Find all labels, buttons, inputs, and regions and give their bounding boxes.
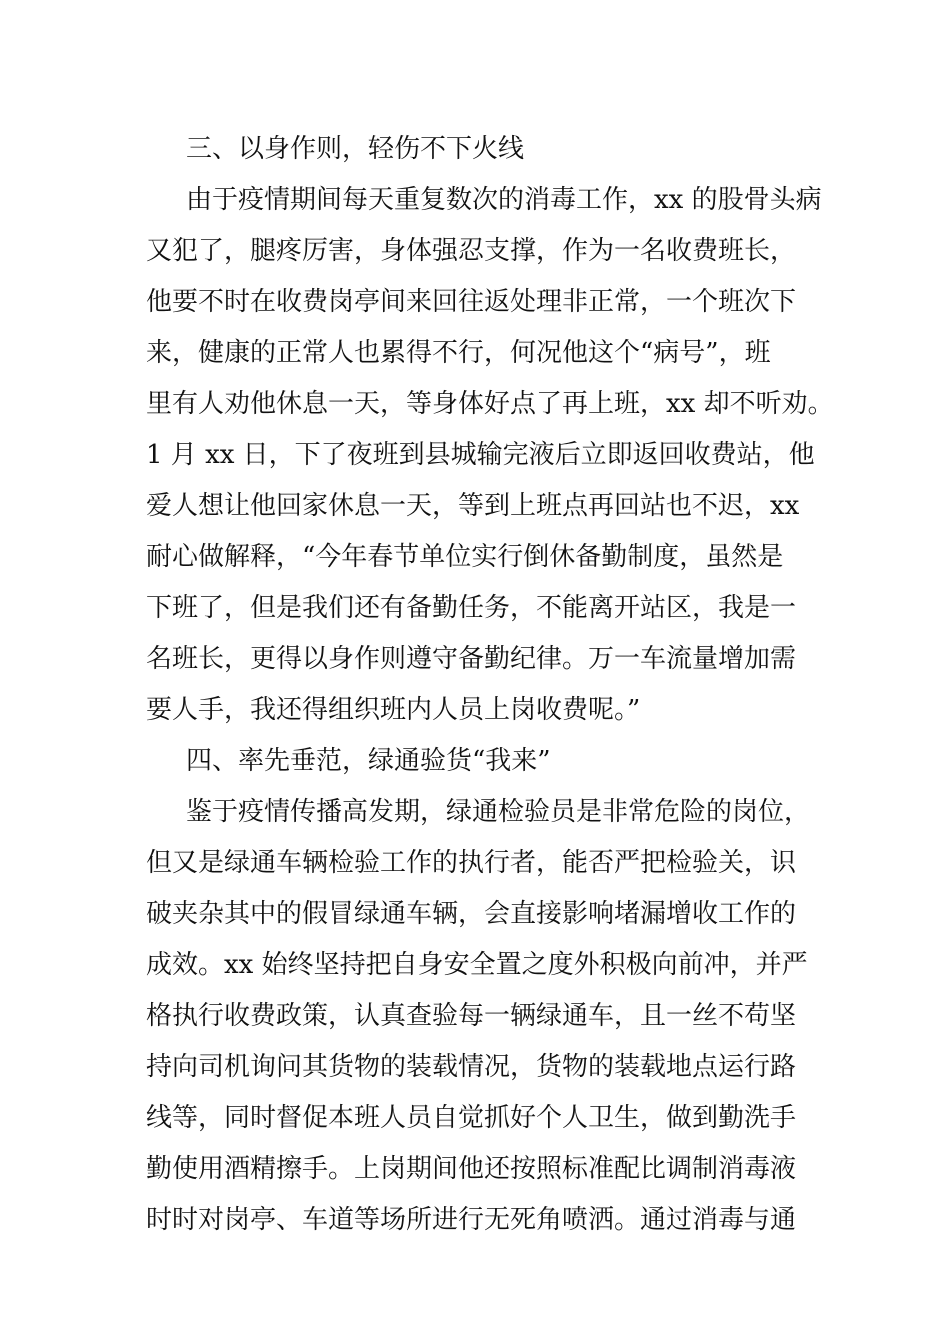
paragraph-line: 要人手，我还得组织班内人员上岗收费呢。” — [146, 695, 641, 725]
paragraph-line: 线等，同时督促本班人员自觉抓好个人卫生，做到勤洗手 — [146, 1103, 797, 1133]
paragraph-line: 鉴于疫情传播高发期，绿通检验员是非常危险的岗位， — [186, 797, 811, 827]
paragraph-line: 成效。xx 始终坚持把自身安全置之度外积极向前冲，并严 — [146, 950, 808, 980]
paragraph-line: 又犯了，腿疼厉害，身体强忍支撑，作为一名收费班长， — [146, 236, 797, 266]
paragraph-line: 里有人劝他休息一天，等身体好点了再上班，xx 却不听劝。 — [146, 389, 834, 419]
paragraph-line: 时时对岗亭、车道等场所进行无死角喷洒。通过消毒与通 — [146, 1205, 797, 1235]
paragraph-line: 名班长，更得以身作则遵守备勤纪律。万一车流量增加需 — [146, 644, 797, 674]
paragraph-line: 1 月 xx 日，下了夜班到县城输完液后立即返回收费站，他 — [146, 440, 815, 470]
paragraph-line: 由于疫情期间每天重复数次的消毒工作，xx 的股骨头病 — [186, 185, 822, 215]
paragraph-line: 来，健康的正常人也累得不行，何况他这个“病号”，班 — [146, 338, 771, 368]
paragraph-line: 耐心做解释，“今年春节单位实行倒休备勤制度，虽然是 — [146, 542, 784, 572]
paragraph-line: 他要不时在收费岗亭间来回往返处理非正常，一个班次下 — [146, 287, 797, 317]
paragraph-line: 爱人想让他回家休息一天，等到上班点再回站也不迟，xx — [146, 491, 800, 521]
paragraph-line: 但又是绿通车辆检验工作的执行者，能否严把检验关，识 — [146, 848, 797, 878]
paragraph-line: 格执行收费政策，认真查验每一辆绿通车，且一丝不苟坚 — [146, 1001, 797, 1031]
paragraph-line: 破夹杂其中的假冒绿通车辆，会直接影响堵漏增收工作的 — [146, 899, 797, 929]
paragraph-line: 下班了，但是我们还有备勤任务，不能离开站区，我是一 — [146, 593, 797, 623]
section-heading-4: 四、率先垂范，绿通验货“我来” — [186, 746, 551, 776]
paragraph-line: 勤使用酒精擦手。上岗期间他还按照标准配比调制消毒液 — [146, 1154, 797, 1184]
body-text — [146, 124, 834, 1246]
paragraph-line: 持向司机询问其货物的装载情况，货物的装载地点运行路 — [146, 1052, 797, 1082]
section-heading-3: 三、以身作则，轻伤不下火线 — [186, 134, 525, 164]
